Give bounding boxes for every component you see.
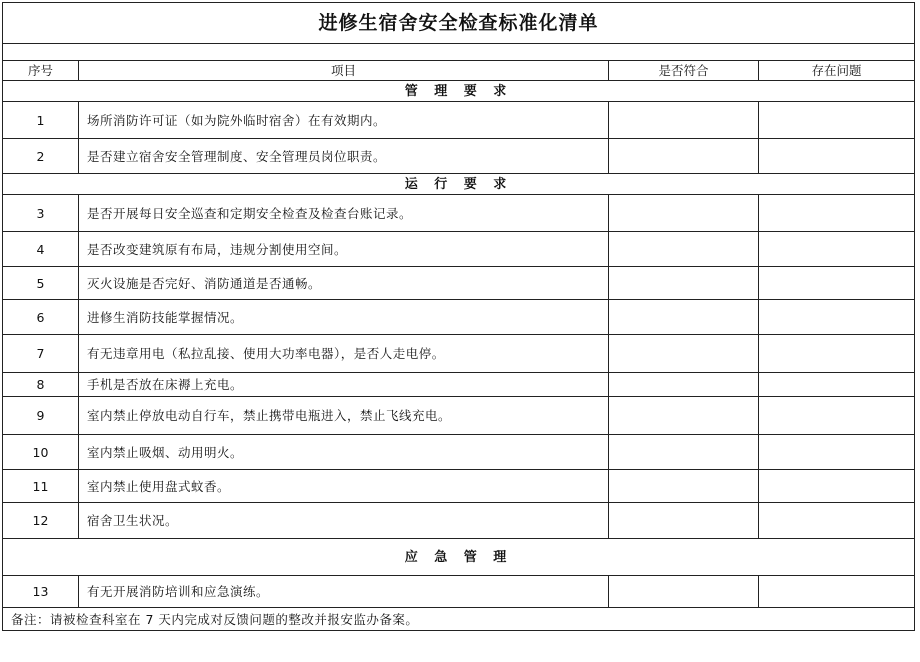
row-number: 4: [3, 232, 79, 267]
spacer-cell: [3, 44, 915, 61]
checklist-sheet: [2, 2, 918, 658]
section-row: [3, 81, 915, 102]
table-row: [3, 435, 915, 470]
issues-cell[interactable]: [759, 503, 915, 539]
issues-cell[interactable]: [759, 102, 915, 139]
section-heading-management: 管 理 要 求: [3, 81, 915, 102]
header-compliant: 是否符合: [609, 61, 759, 81]
compliant-cell[interactable]: [609, 397, 759, 435]
table-row: [3, 470, 915, 503]
issues-cell[interactable]: [759, 335, 915, 373]
row-number: 11: [3, 470, 79, 503]
row-item-text: 有无开展消防培训和应急演练。: [79, 576, 609, 608]
header-row: [3, 61, 915, 81]
issues-cell[interactable]: [759, 232, 915, 267]
row-item-text: 手机是否放在床褥上充电。: [79, 373, 609, 397]
row-number: 10: [3, 435, 79, 470]
issues-cell[interactable]: [759, 397, 915, 435]
compliant-cell[interactable]: [609, 470, 759, 503]
row-item-text: 有无违章用电（私拉乱接、使用大功率电器），是否人走电停。: [79, 335, 609, 373]
row-number: 7: [3, 335, 79, 373]
issues-cell[interactable]: [759, 195, 915, 232]
compliant-cell[interactable]: [609, 373, 759, 397]
table-row: [3, 267, 915, 300]
row-number: 8: [3, 373, 79, 397]
row-item-text: 进修生消防技能掌握情况。: [79, 300, 609, 335]
compliant-cell[interactable]: [609, 300, 759, 335]
row-item-text: 灭火设施是否完好、消防通道是否通畅。: [79, 267, 609, 300]
compliant-cell[interactable]: [609, 435, 759, 470]
compliant-cell[interactable]: [609, 102, 759, 139]
row-item-text: 室内禁止使用盘式蚊香。: [79, 470, 609, 503]
row-item-text: 宿舍卫生状况。: [79, 503, 609, 539]
compliant-cell[interactable]: [609, 576, 759, 608]
row-number: 12: [3, 503, 79, 539]
table-row: [3, 503, 915, 539]
compliant-cell[interactable]: [609, 267, 759, 300]
section-row: [3, 174, 915, 195]
table-row: [3, 300, 915, 335]
row-item-text: 是否改变建筑原有布局，违规分割使用空间。: [79, 232, 609, 267]
row-item-text: 室内禁止吸烟、动用明火。: [79, 435, 609, 470]
issues-cell[interactable]: [759, 576, 915, 608]
table-row: [3, 397, 915, 435]
row-number: 9: [3, 397, 79, 435]
row-number: 5: [3, 267, 79, 300]
table-row: [3, 195, 915, 232]
checklist-table: [2, 2, 915, 631]
issues-cell[interactable]: [759, 139, 915, 174]
row-number: 3: [3, 195, 79, 232]
row-item-text: 场所消防许可证（如为院外临时宿舍）在有效期内。: [79, 102, 609, 139]
row-number: 1: [3, 102, 79, 139]
title-row: [3, 3, 915, 44]
table-row: [3, 335, 915, 373]
footer-row: [3, 608, 915, 631]
compliant-cell[interactable]: [609, 503, 759, 539]
row-item-text: 是否开展每日安全巡查和定期安全检查及检查台账记录。: [79, 195, 609, 232]
issues-cell[interactable]: [759, 267, 915, 300]
page-title: 进修生宿舍安全检查标准化清单: [3, 3, 915, 44]
issues-cell[interactable]: [759, 300, 915, 335]
compliant-cell[interactable]: [609, 195, 759, 232]
row-item-text: 是否建立宿舍安全管理制度、安全管理员岗位职责。: [79, 139, 609, 174]
issues-cell[interactable]: [759, 470, 915, 503]
compliant-cell[interactable]: [609, 335, 759, 373]
row-number: 2: [3, 139, 79, 174]
compliant-cell[interactable]: [609, 232, 759, 267]
issues-cell[interactable]: [759, 373, 915, 397]
issues-cell[interactable]: [759, 435, 915, 470]
spacer-row: [3, 44, 915, 61]
table-row: [3, 576, 915, 608]
header-seq: 序号: [3, 61, 79, 81]
table-row: [3, 373, 915, 397]
header-item: 项目: [79, 61, 609, 81]
table-row: [3, 139, 915, 174]
table-row: [3, 102, 915, 139]
compliant-cell[interactable]: [609, 139, 759, 174]
row-number: 6: [3, 300, 79, 335]
table-row: [3, 232, 915, 267]
section-row: [3, 539, 915, 576]
section-heading-emergency: 应 急 管 理: [3, 539, 915, 576]
section-heading-operation: 运 行 要 求: [3, 174, 915, 195]
header-issues: 存在问题: [759, 61, 915, 81]
row-number: 13: [3, 576, 79, 608]
footer-note: 备注：请被检查科室在 7 天内完成对反馈问题的整改并报安监办备案。: [3, 608, 915, 631]
row-item-text: 室内禁止停放电动自行车，禁止携带电瓶进入，禁止飞线充电。: [79, 397, 609, 435]
